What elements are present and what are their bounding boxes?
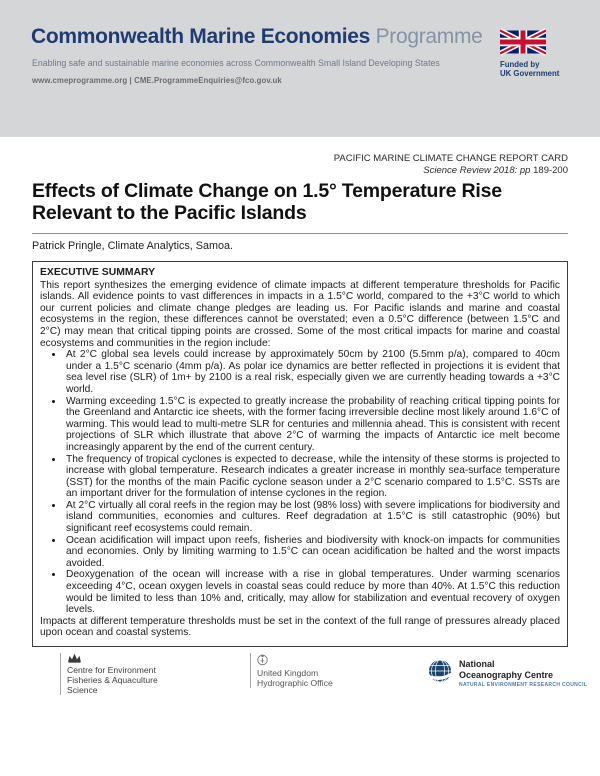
uk-flag-icon (500, 27, 546, 57)
executive-summary-box (32, 261, 568, 647)
programme-suffix: Programme (370, 25, 483, 48)
contact-line: www.cmeprogramme.org | CME.ProgrammeEnquiries@fco.gov.uk (32, 76, 282, 85)
science-review-italic: Science Review 2018: pp (423, 165, 531, 176)
programme-name: Commonwealth Marine Economies (31, 25, 371, 48)
funded-by-line2: UK Government (500, 69, 560, 78)
funded-by-line1: Funded by (500, 60, 540, 69)
partner-logos (32, 651, 588, 713)
masthead (0, 0, 600, 137)
summary-bullet: • The frequency of tropical cyclones is expected to decrease, while the intensity of these storms is projected to increase with global temperature. Research indicates a greater increase in monthly sea-surface temperature (SST) for the months of the main Pacific cyclone season under a 2°C scenario compared to 1.5°C. SSTs are an important driver for the formulation of intense cyclones in the region. (64, 454, 560, 500)
summary-bullet: • Deoxygenation of the ocean will increase with a rise in global temperatures. Under warming scenarios exceeding 4°C, ocean oxygen levels in coastal seas could reduce by more than 40%. At 1.5°C this reduction would be limited to less than 10% and, critically, may allow for stabilization and eventual recovery of oxygen levels. (64, 569, 560, 615)
summary-bullet: • At 2°C virtually all coral reefs in the region may be lost (98% loss) with severe implications for biodiversity and island communities, economies and cultures. Reef degradation at 1.5°C is still catastrophic (90%) but significant reef ecosystems could remain. (64, 500, 560, 535)
page-title: Effects of Climate Change on 1.5° Temperature Rise Relevant to the Pacific Islands (32, 180, 502, 224)
noc-logo-text (459, 659, 587, 688)
noc-line1: National (459, 659, 495, 669)
summary-bullet: • Warming exceeding 1.5°C is expected to greatly increase the probability of reaching critical tipping points for the Greenland and Antarctic ice sheets, with the former facing irreversible decline most likely around 1.6°C of warming. This would lead to multi-metre SLR for centuries and millennia ahead. This is consistent with recent projections of SLR which illustrate that above 2°C of warming the impacts of Antarctic ice melt become increasingly apparent by the end of the current century. (64, 396, 560, 454)
report-card-meta (32, 153, 568, 177)
title-divider (32, 233, 568, 234)
executive-summary-intro: This report synthesizes the emerging evidence of climate impacts at different temperature thresholds for Pacific islands. All evidence points to vast differences in impacts in a 1.5°C world, compared to the +3°C world to which our current policies and climate change pledges are leading us. For Pacific islands and marine and coastal ecosystems in the region, these differences cannot be overstated; even a 0.5°C difference (between 1.5°C and 2°C) may mean that critical tipping points are crossed. Some of the most critical impacts for marine and coastal ecosystems and communities in the region include: (40, 279, 560, 349)
cefas-crown-icon (67, 653, 82, 663)
document-body (32, 137, 588, 713)
author-line: Patrick Pringle, Climate Analytics, Samoa. (32, 240, 234, 252)
science-review-line (32, 165, 568, 177)
cefas-line3: Science (67, 685, 98, 695)
science-review-pages: 189-200 (530, 165, 568, 176)
funded-by-caption (500, 60, 572, 78)
ukho-crest-icon (257, 653, 268, 666)
executive-summary-bullets (40, 349, 560, 616)
noc-globe-icon (428, 659, 452, 683)
ukho-logo (250, 653, 333, 688)
programme-brand (31, 25, 483, 49)
executive-summary-closing: Impacts at different temperature thresholds must be set in the context of the full range of pressures already placed upon ocean and coastal systems. (40, 615, 560, 639)
cefas-line1: Centre for Environment (67, 665, 156, 675)
noc-logo (428, 659, 587, 688)
ukho-logo-text (257, 668, 333, 688)
summary-bullet: • At 2°C global sea levels could increase by approximately 50cm by 2100 (5.5mm p/a), compared to 40cm under a 1.5°C scenario (4mm p/a). As polar ice dynamics are better reflected in projections it is evident that sea level rise (SLR) of 1m+ by 2100 is a real risk, especially given we are currently heading towards a +3°C world. (64, 349, 560, 395)
ukho-line1: United Kingdom (257, 668, 319, 678)
cefas-logo (60, 653, 158, 695)
programme-tagline: Enabling safe and sustainable marine economies across Commonwealth Small Island Developing States (32, 58, 440, 68)
summary-bullet: • Ocean acidification will impact upon reefs, fisheries and biodiversity with knock-on impacts for communities and economies. Only by limiting warming to 1.5°C can ocean acidification be halted and the worst impacts avoided. (64, 535, 560, 570)
noc-subtext: NATURAL ENVIRONMENT RESEARCH COUNCIL (459, 682, 588, 688)
noc-line2: Oceanography Centre (459, 669, 554, 680)
executive-summary-heading: EXECUTIVE SUMMARY (40, 267, 156, 278)
ukho-line2: Hydrographic Office (257, 678, 333, 688)
funded-by-block (500, 27, 572, 78)
cefas-line2: Fisheries & Aquaculture (67, 675, 158, 685)
report-card-line: PACIFIC MARINE CLIMATE CHANGE REPORT CARD (333, 153, 568, 164)
cefas-logo-text (67, 665, 158, 695)
